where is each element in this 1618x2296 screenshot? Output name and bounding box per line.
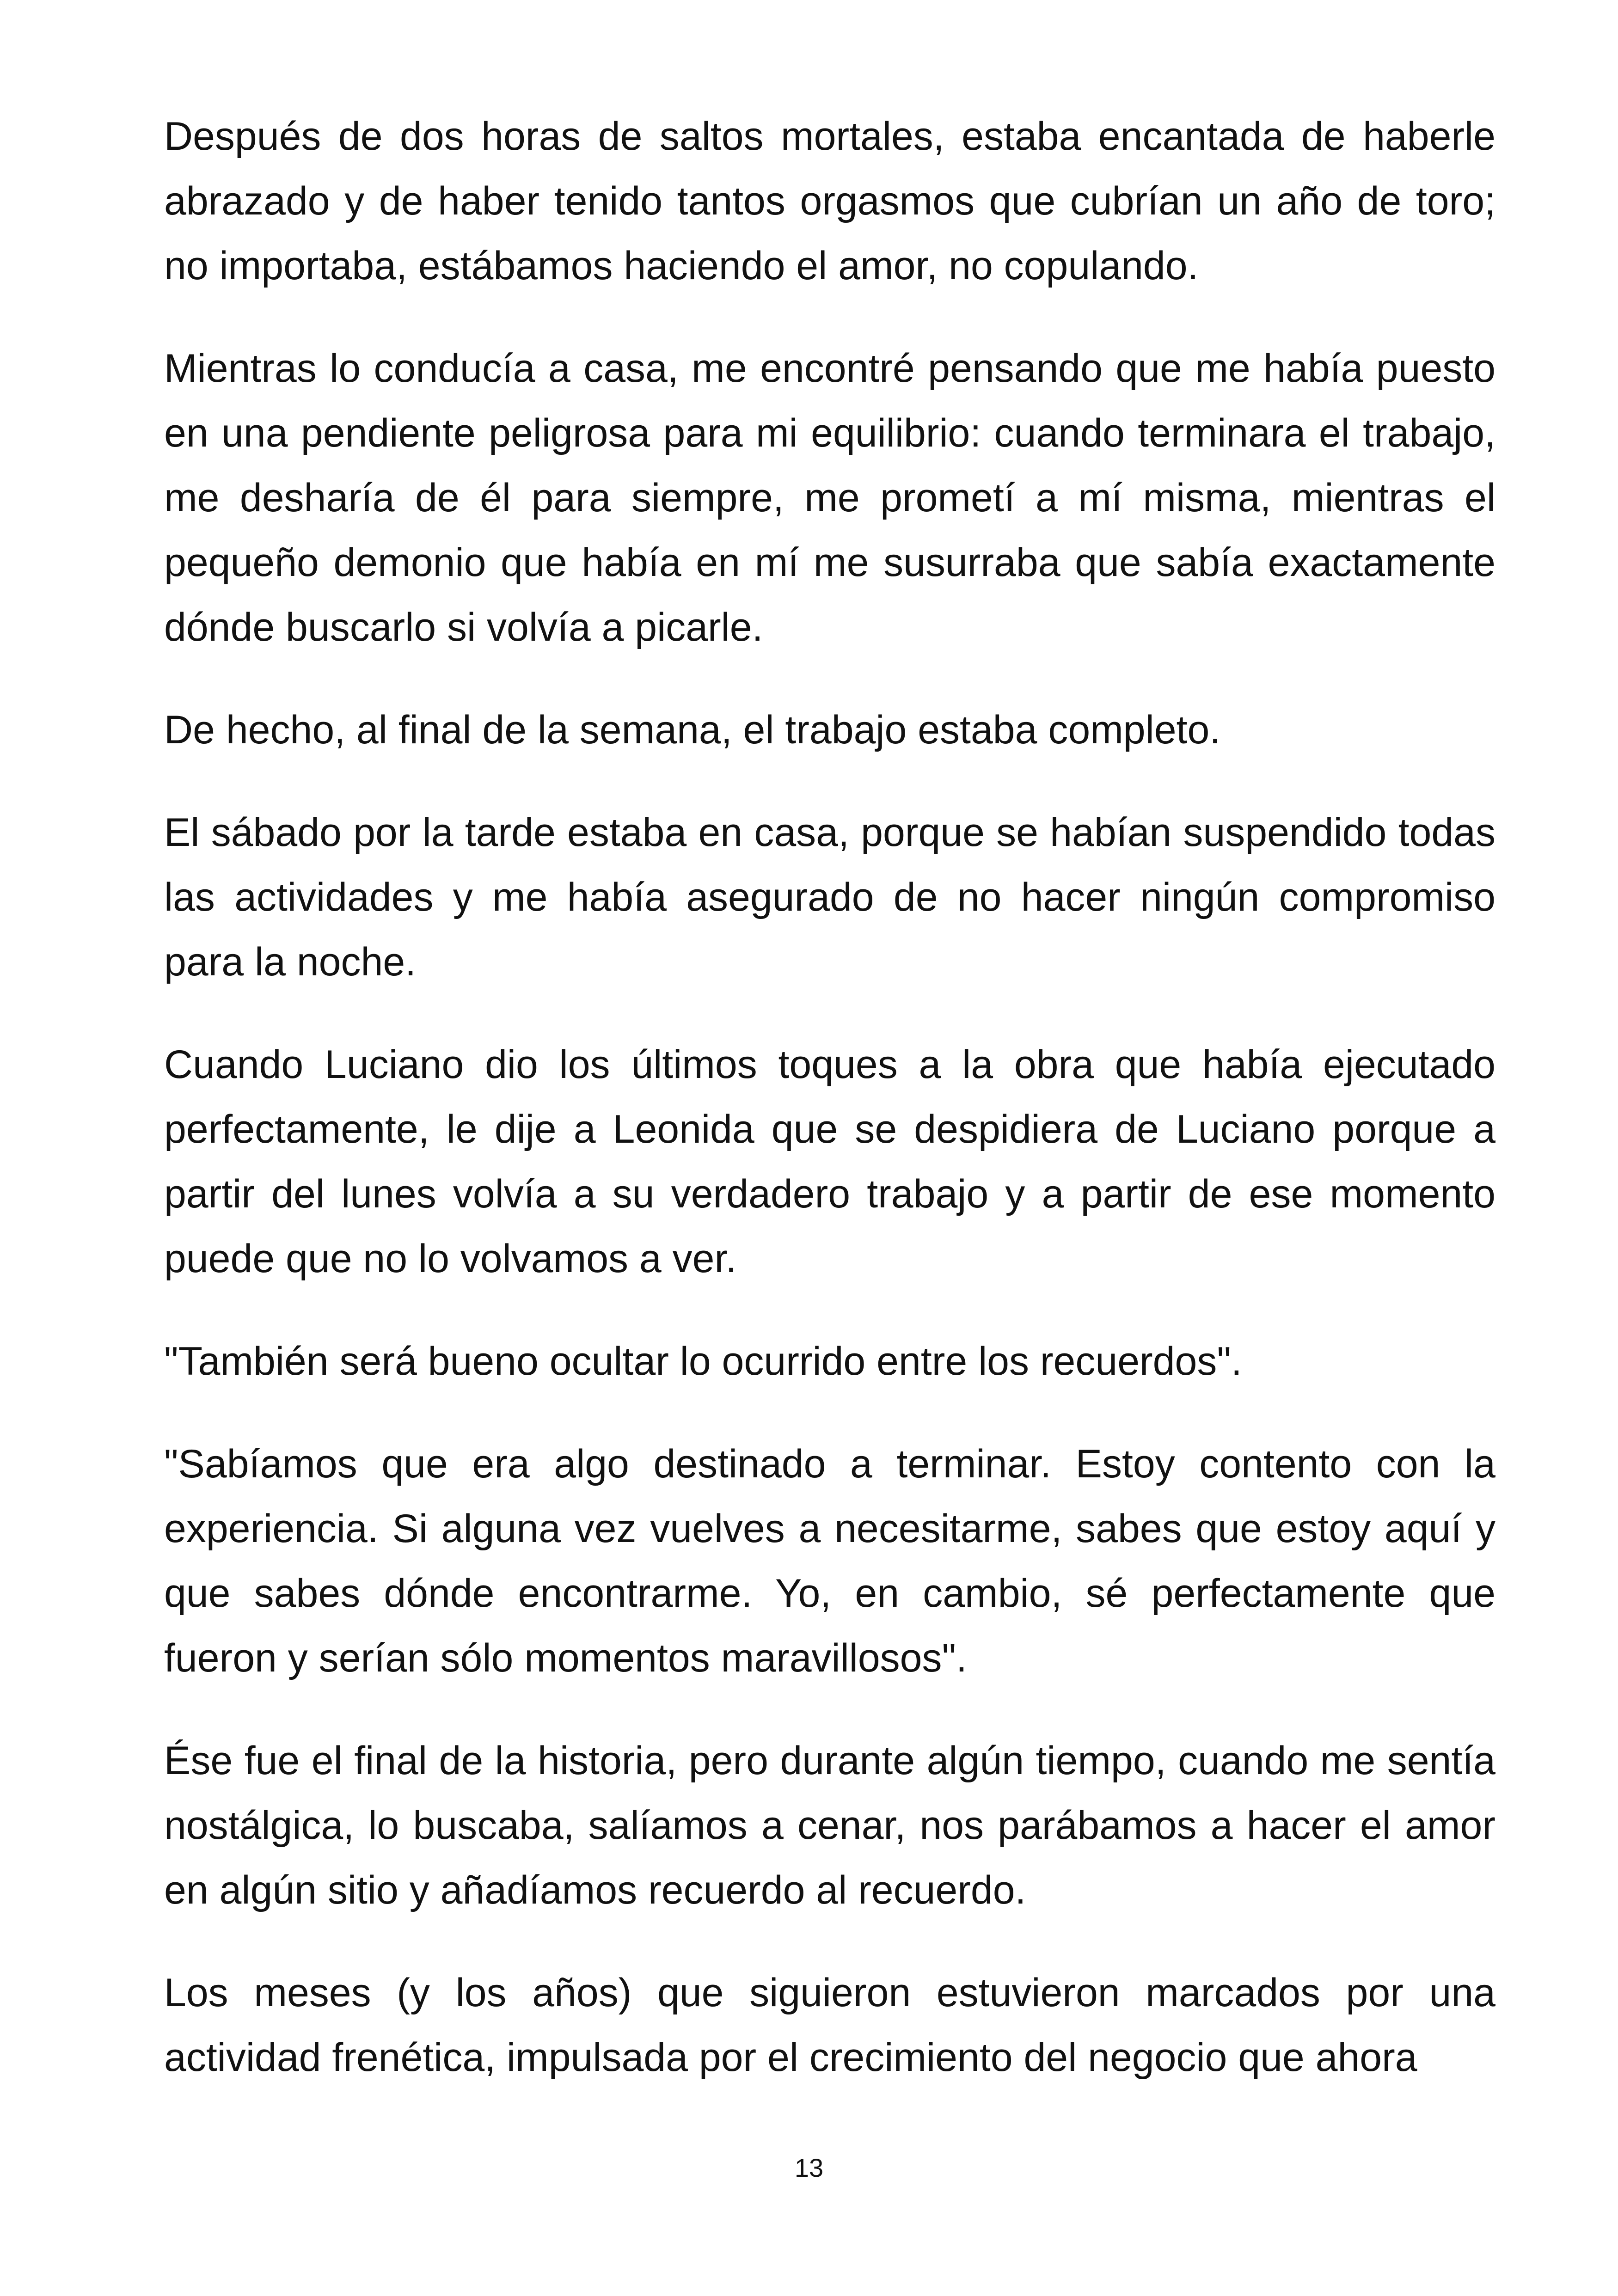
paragraph: Después de dos horas de saltos mortales, estaba encantada de haberle abrazado y de haber tenido tantos orgasmos que cubrían un año de toro; no importaba, estábamos haciendo el amor, no copulando.	[164, 114, 1495, 288]
paragraph: Ése fue el final de la historia, pero durante algún tiempo, cuando me sentía nostálgica, lo buscaba, salíamos a cenar, nos parábamos a hacer el amor en algún sitio y añadíamos recuerdo al recuerdo.	[164, 1739, 1495, 1912]
paragraph: Cuando Luciano dio los últimos toques a la obra que había ejecutado perfectamente, le dije a Leonida que se despidiera de Luciano porque a partir del lunes volvía a su verdadero trabajo y a partir de ese momento puede que no lo volvamos a ver.	[164, 1042, 1495, 1281]
page-number: 13	[794, 2153, 824, 2182]
paragraph: "También será bueno ocultar lo ocurrido entre los recuerdos".	[164, 1339, 1242, 1384]
paragraph: El sábado por la tarde estaba en casa, porque se habían suspendido todas las actividades y me había asegurado de no hacer ningún compromiso para la noche.	[164, 810, 1495, 984]
paragraph: Los meses (y los años) que siguieron estuvieron marcados por una actividad frenética, impulsada por el crecimiento del negocio que ahora	[164, 1971, 1495, 2080]
paragraph: Mientras lo conducía a casa, me encontré pensando que me había puesto en una pendiente peligrosa para mi equilibrio: cuando terminara el trabajo, me desharía de él para siempre, me prometí a mí misma, mientras el pequeño demonio que había en mí me susurraba que sabía exactamente dónde buscarlo si volvía a picarle.	[164, 346, 1495, 649]
paragraph: De hecho, al final de la semana, el trabajo estaba completo.	[164, 708, 1221, 752]
paragraph: "Sabíamos que era algo destinado a terminar. Estoy contento con la experiencia. Si alguna vez vuelves a necesitarme, sabes que estoy aquí y que sabes dónde encontrarme. Yo, en cambio, sé perfectamente que fueron y serían sólo momentos maravillosos".	[164, 1442, 1495, 1680]
body-text	[164, 104, 1495, 2128]
